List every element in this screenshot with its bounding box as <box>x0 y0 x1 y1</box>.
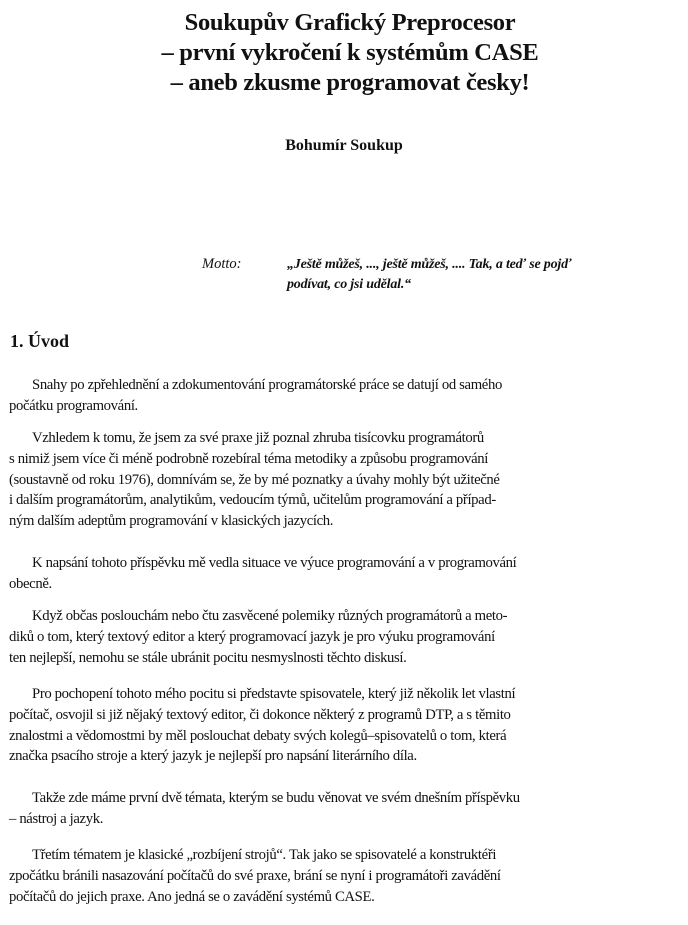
paragraph-line: znalostmi a vědomostmi by měl poslouchat debaty svých kolegů–spisovatelů o tom, která <box>9 727 507 744</box>
motto-line-2: podívat, co jsi udělal.“ <box>287 277 411 292</box>
paragraph-line: ten nejlepší, nemohu se stále ubránit pocitu nesmyslnosti těchto diskusí. <box>9 649 407 666</box>
paragraph-line: obecně. <box>9 575 52 592</box>
paragraph-1 <box>9 375 679 417</box>
paragraph-line: i dalším programátorům, analytikům, vedoucím týmů, učitelům programování a případ- <box>9 492 496 509</box>
article-title <box>40 8 660 98</box>
paragraph-line: počítač, osvojil si již nějaký textový editor, či dokonce některý z programů DTP, a s těmito <box>9 706 511 723</box>
section-heading: 1. Úvod <box>10 331 70 351</box>
paragraph-line: s nimiž jsem více či méně podrobně rozebíral téma metodiky a způsobu programování <box>9 450 489 467</box>
paragraph-2 <box>9 428 679 532</box>
paragraph-line: značka psacího stroje a který jazyk je nejlepší pro napsání literárního díla. <box>9 748 417 765</box>
paragraph-4 <box>9 606 679 668</box>
paragraph-3 <box>9 553 679 595</box>
paragraph-line: diků o tom, který textový editor a který programovací jazyk je pro výuku programování <box>9 628 495 645</box>
paragraph-line: Třetím tématem je klasické „rozbíjení strojů“. Tak jako se spisovatelé a konstruktéři <box>32 847 497 863</box>
paragraph-line: Vzhledem k tomu, že jsem za své praxe již poznal zhruba tisícovku programátorů <box>32 430 484 446</box>
author-name: Bohumír Soukup <box>285 137 403 154</box>
paragraph-line: Takže zde máme první dvě témata, kterým se budu věnovat ve svém dnešním příspěvku <box>32 790 520 806</box>
paragraph-line: ným dalším adeptům programování v klasických jazycích. <box>9 513 334 530</box>
paragraph-line: počítačů do jejich praxe. Ano jedná se o zavádění systémů CASE. <box>9 888 375 905</box>
motto-line-1: „Ještě můžeš, ..., ještě můžeš, .... Tak, a teď se pojď <box>287 257 572 272</box>
paragraph-7 <box>9 845 679 907</box>
paragraph-line: počátku programování. <box>9 397 138 414</box>
title-line-1: Soukupův Grafický Preprocesor <box>184 9 516 36</box>
paragraph-line: Pro pochopení tohoto mého pocitu si představte spisovatele, který již několik let vlastní <box>32 686 516 702</box>
paragraph-6 <box>9 788 679 830</box>
title-line-2: – první vykročení k systémům CASE <box>161 39 539 66</box>
paragraph-line: zpočátku bránili nasazování počítačů do své praxe, brání se nyní i programátoři zavádění <box>9 867 501 884</box>
paragraph-line: – nástroj a jazyk. <box>9 810 104 827</box>
paragraph-line: Když občas poslouchám nebo čtu zasvěcené polemiky různých programátorů a meto- <box>32 608 508 624</box>
paragraph-5 <box>9 684 679 767</box>
paragraph-line: (soustavně od roku 1976), domnívám se, že by mé poznatky a úvahy mohly být užitečné <box>9 471 500 488</box>
paragraph-line: Snahy po zpřehlednění a zdokumentování programátorské práce se datují od samého <box>32 377 502 393</box>
motto-label: Motto: <box>202 256 242 272</box>
motto-quote <box>287 255 685 295</box>
title-line-3: – aneb zkusme programovat česky! <box>170 69 530 96</box>
paragraph-line: K napsání tohoto příspěvku mě vedla situace ve výuce programování a v programování <box>32 555 517 571</box>
